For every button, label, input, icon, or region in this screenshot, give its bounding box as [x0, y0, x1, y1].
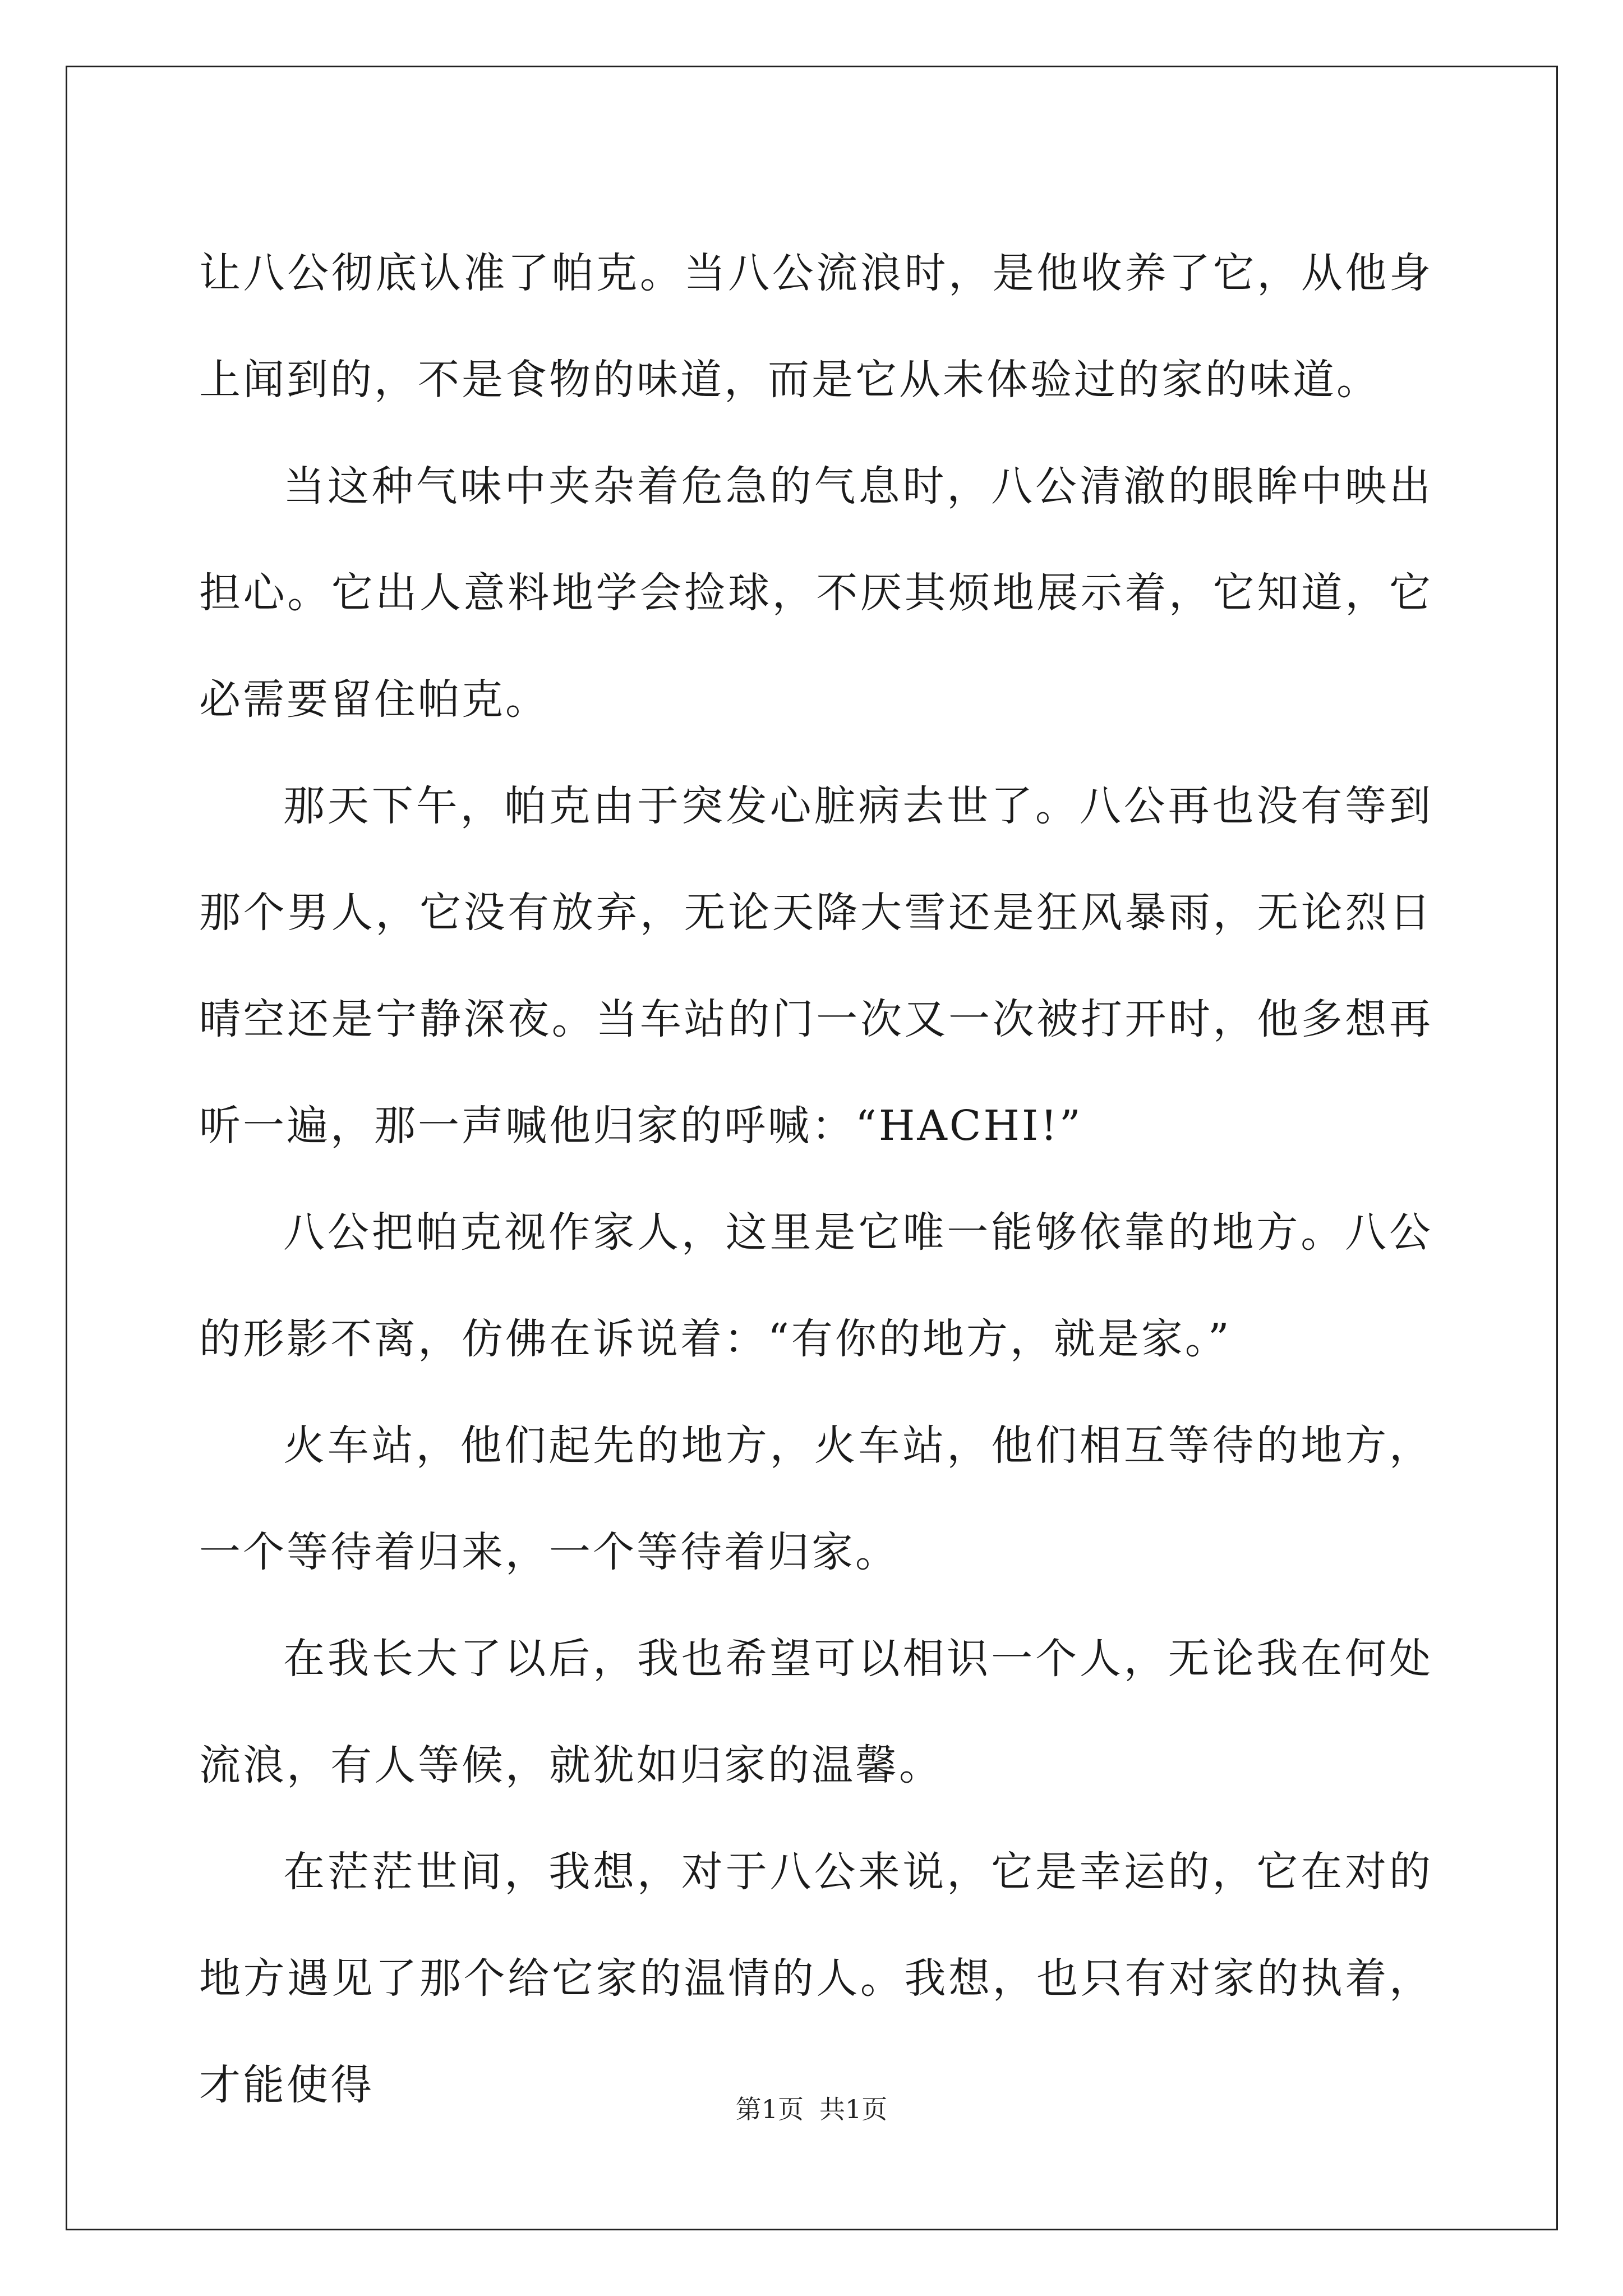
page-number: 第1页 [735, 2094, 804, 2124]
document-body [199, 220, 1433, 2138]
paragraph: 让八公彻底认准了帕克。当八公流浪时，是他收养了它，从他身上闻到的，不是食物的味道，而是它从未体验过的家的味道。 [199, 249, 1433, 404]
paragraph: 在茫茫世间，我想，对于八公来说，它是幸运的，它在对的地方遇见了那个给它家的温情的人。我想，也只有对家的执着，才能使得 [199, 1848, 1433, 2109]
paragraph: 八公把帕克视作家人，这里是它唯一能够依靠的地方。八公的形影不离，仿佛在诉说着：“有你的地方，就是家。” [199, 1208, 1433, 1363]
paragraph: 那天下午，帕克由于突发心脏病去世了。八公再也没有等到那个男人，它没有放弃，无论天降大雪还是狂风暴雨，无论烈日晴空还是宁静深夜。当车站的门一次又一次被打开时，他多想再听一遍，那一声喊他归家的呼喊：“HACHI!” [199, 782, 1433, 1150]
paragraph: 火车站，他们起先的地方，火车站，他们相互等待的地方，一个等待着归来，一个等待着归家。 [199, 1421, 1433, 1576]
page-total: 共1页 [819, 2094, 888, 2124]
paragraph: 当这种气味中夹杂着危急的气息时，八公清澈的眼眸中映出担心。它出人意料地学会捡球，不厌其烦地展示着，它知道，它必需要留住帕克。 [199, 462, 1433, 724]
page-footer [0, 2092, 1623, 2126]
paragraph: 在我长大了以后，我也希望可以相识一个人，无论我在何处流浪，有人等候，就犹如归家的温馨。 [199, 1635, 1433, 1789]
